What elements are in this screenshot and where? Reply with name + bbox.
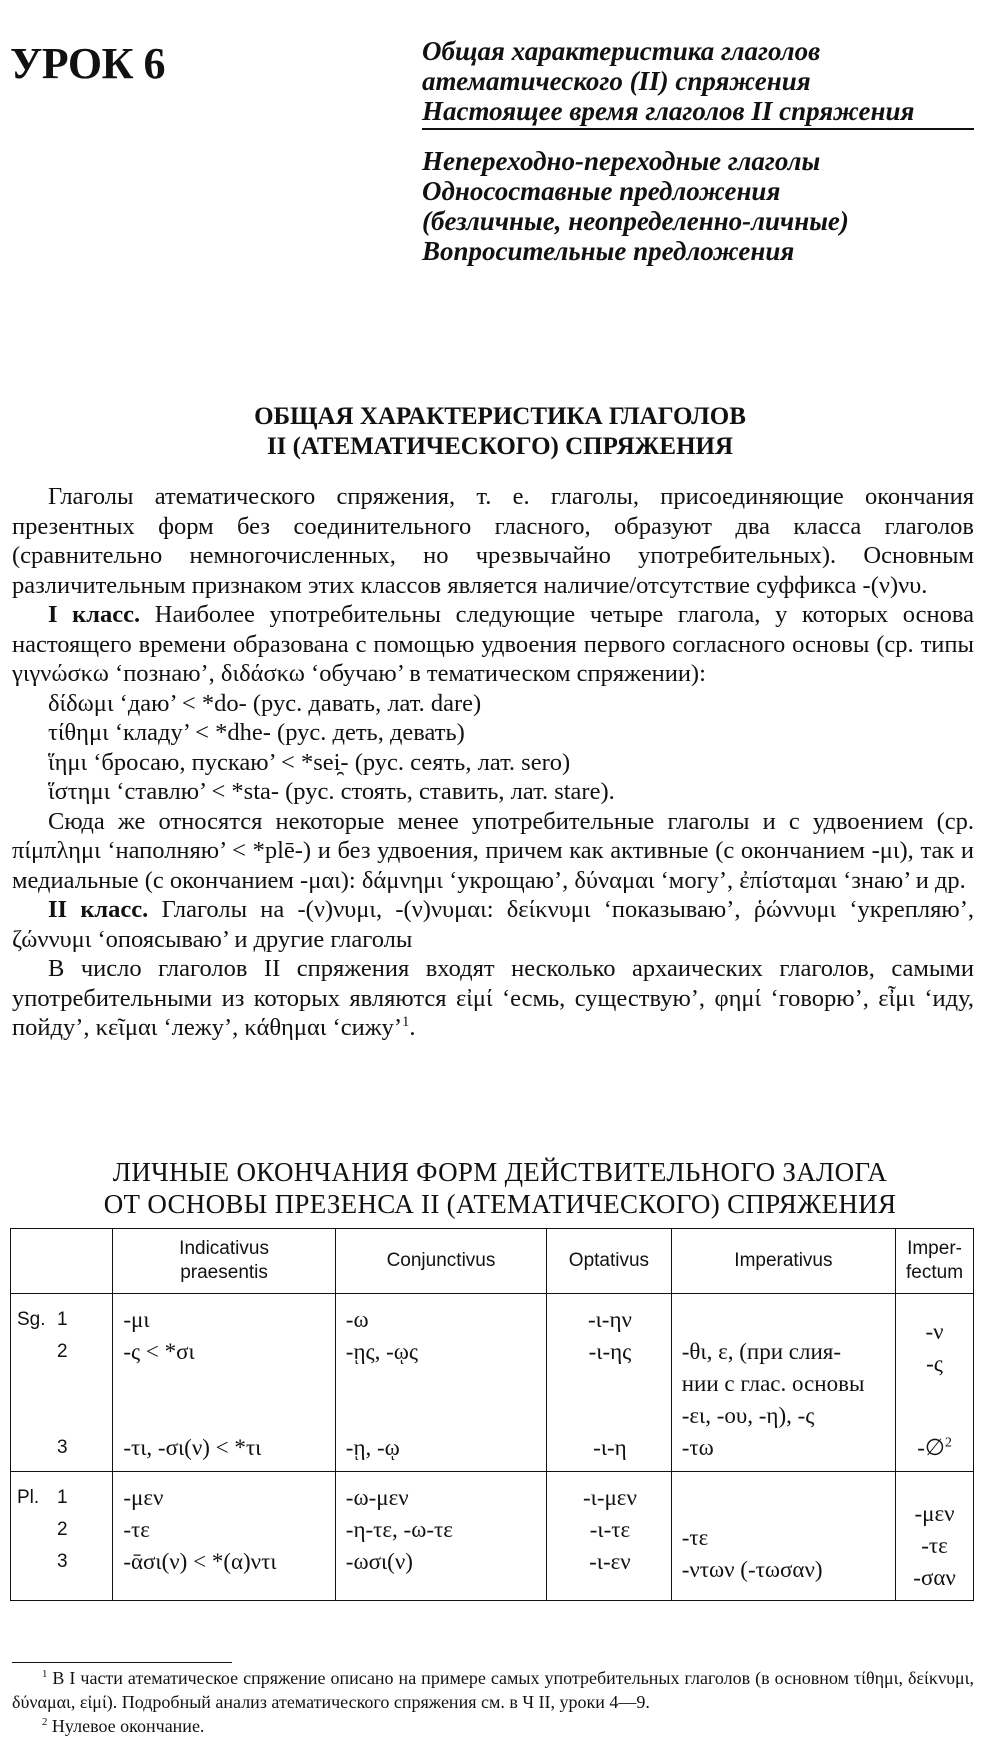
lesson-title: УРОК 6 [10, 39, 166, 88]
topic-line: Общая характеристика глаголов [422, 36, 821, 66]
ending: -ει, -ου, -η), -ς [681, 1403, 815, 1428]
header-label: fectum [906, 1262, 964, 1283]
ending: -ι-μεν [582, 1485, 637, 1510]
ending: -ῃ, -ῳ [345, 1435, 400, 1460]
person-number: 3 [57, 1551, 68, 1572]
ending: -ω [345, 1307, 369, 1332]
ending [900, 1432, 969, 1464]
imperativus-cell [671, 1472, 895, 1601]
topic-line: Вопросительные предложения [422, 236, 795, 266]
ending: -ν [925, 1319, 944, 1344]
section-body [12, 482, 974, 1043]
header-person [11, 1229, 113, 1294]
section-heading [0, 402, 1000, 462]
header-indicativus [113, 1229, 335, 1294]
person-number: 1 [57, 1487, 68, 1508]
ending: -τε [681, 1525, 709, 1550]
header-label: Indicativus [179, 1238, 269, 1259]
ending: -θι, ε, (при слия- [681, 1339, 842, 1364]
class1-label: I класс. [48, 601, 141, 628]
archaic-paragraph [12, 954, 974, 1043]
imperativus-cell [671, 1294, 895, 1472]
table-row-singular [11, 1294, 974, 1472]
imperfectum-cell [896, 1294, 974, 1472]
person-number: 1 [57, 1309, 68, 1330]
example-line: ἵστημι ‘ставлю’ < *sta- (рус. стоять, ставить, лат. stare). [48, 778, 615, 805]
footnote-1 [12, 1666, 974, 1714]
footnote-ref: 2 [944, 1434, 952, 1450]
number-label: Pl. [17, 1487, 40, 1508]
conjunctivus-cell [335, 1294, 546, 1472]
ending: -ῃς, -ῳς [345, 1339, 418, 1364]
example-line: ἵημι ‘бросаю, пускаю’ < *sei̯- (рус. сеять, лат. sero) [48, 748, 571, 776]
class2-label: II класс. [48, 896, 149, 923]
header-optativus: Optativus [547, 1229, 672, 1294]
footnote-mark: 1 [42, 1668, 48, 1680]
person-cell [11, 1472, 113, 1601]
example-line: τίθημι ‘кладу’ < *dhe- (рус. деть, девать) [48, 719, 465, 746]
person-number: 2 [57, 1341, 68, 1362]
header-label: praesentis [180, 1262, 268, 1283]
table-title [0, 1156, 1000, 1220]
ending: -ι-τε [589, 1517, 631, 1542]
ending: -μεν [914, 1501, 955, 1526]
ending: -τε [921, 1533, 948, 1558]
person-number: 2 [57, 1519, 68, 1540]
ending: -η-τε, -ω-τε [345, 1517, 453, 1542]
indicativus-cell [113, 1294, 335, 1472]
ending: -ι-εν [589, 1549, 631, 1574]
conjunctivus-cell [335, 1472, 546, 1601]
topic-line: Односоставные предложения [422, 176, 781, 206]
header-imperfectum [896, 1229, 974, 1294]
lesson-topics-main [422, 36, 974, 130]
archaic-text: В число глаголов II спряжения входят несколько архаических глаголов, самыми употребительными из которых являются εἰμί ‘есмь, существую’, φημί ‘говорю’, εἶμι ‘иду, пойду’, κεῖμαι ‘лежу’, κάθημαι ‘сижу’ [12, 955, 974, 1041]
ending: -ντων (-τωσαν) [681, 1557, 823, 1582]
header-label: Imper- [907, 1238, 962, 1259]
ending: -τι, -σι(ν) < *τι [123, 1435, 262, 1460]
ending: -ι-ης [588, 1339, 632, 1364]
ending: -μεν [123, 1485, 164, 1510]
optativus-cell [547, 1294, 672, 1472]
table-row-plural [11, 1472, 974, 1601]
header-conjunctivus: Conjunctivus [335, 1229, 546, 1294]
ending: нии с глас. основы [681, 1371, 865, 1396]
lesson-topics-secondary [422, 146, 974, 266]
table-header-row [11, 1229, 974, 1294]
ending: -μι [123, 1307, 150, 1332]
intro-paragraph: Глаголы атематического спряжения, т. е. глаголы, присоединяющие окончания презентных форм без соединительного гласного, образуют два класса глаголов (сравнительно немногочисленных, но чрезвычайно употребительных). Основным различительным признаком этих классов является наличие/отсутствие суффикса -(ν)νυ. [12, 483, 974, 599]
ending: -ι-ην [587, 1307, 632, 1332]
ending: -ᾱσι(ν) < *(α)ντι [123, 1549, 277, 1574]
ending: -ω-μεν [345, 1485, 409, 1510]
person-number: 3 [57, 1437, 68, 1458]
class1-more-paragraph: Сюда же относятся некоторые менее употребительные глаголы и с удвоением (ср. πίμπλημι ‘наполняю’ < *plē-) и без удвоения, причем как активные (с окончанием -μι), так и медиальные (с окончанием -μαι): δάμνημι ‘укрощаю’, δύναμαι ‘могу’, ἐπίσταμαι ‘знаю’ и др. [12, 807, 974, 894]
ending: -τω [681, 1435, 714, 1460]
archaic-end: . [409, 1014, 416, 1041]
class2-paragraph [12, 895, 974, 954]
ending: -τε [123, 1517, 150, 1542]
footnotes [12, 1666, 974, 1738]
zero-ending: -∅ [917, 1435, 945, 1460]
imperfectum-cell [896, 1472, 974, 1601]
footnote-2 [12, 1714, 974, 1738]
ending: -ι-η [593, 1435, 627, 1460]
topic-line: Непереходно-переходные глаголы [422, 146, 821, 176]
person-cell [11, 1294, 113, 1472]
optativus-cell [547, 1472, 672, 1601]
topic-line: (безличные, неопределенно-личные) [422, 206, 849, 236]
class1-text: Наиболее употребительны следующие четыре глагола, у которых основа настоящего времени образована с помощью удвоения первого согласного основы (ср. типы γιγνώσκω ‘познаю’, διδάσκω ‘обучаю’ в тематическом спряжении): [12, 601, 974, 687]
footnote-mark: 2 [42, 1716, 48, 1728]
indicativus-cell [113, 1472, 335, 1601]
endings-table [10, 1228, 974, 1601]
class1-paragraph [12, 600, 974, 689]
footnote-text: В I части атематическое спряжение описано на примере самых употребительных глаголов (в основном τίθημι, δείκνυμι, δύναμαι, εἰμί). Подробный анализ атематического спряжения см. в Ч II, уроки 4—9. [12, 1668, 974, 1712]
ending: -ς [926, 1351, 943, 1376]
table-title-line: ЛИЧНЫЕ ОКОНЧАНИЯ ФОРМ ДЕЙСТВИТЕЛЬНОГО ЗАЛОГА [112, 1157, 888, 1187]
ending: -ς < *σι [123, 1339, 195, 1364]
number-label: Sg. [17, 1309, 46, 1330]
class2-text: Глаголы на -(ν)νυμι, -(ν)νυμαι: δείκνυμι ‘показываю’, ῥώννυμι ‘укрепляю’, ζώννυμι ‘опоясываю’ и другие глаголы [12, 896, 974, 953]
ending: -σαν [913, 1565, 956, 1590]
example-line: δίδωμι ‘даю’ < *do- (рус. давать, лат. dare) [48, 689, 482, 717]
footnote-text: Нулевое окончание. [47, 1716, 205, 1736]
table-title-line: ОТ ОСНОВЫ ПРЕЗЕНСА II (АТЕМАТИЧЕСКОГО) СПРЯЖЕНИЯ [103, 1189, 897, 1219]
footnote-ref: 1 [402, 1013, 410, 1030]
topic-line: Настоящее время глаголов II спряжения [422, 96, 915, 126]
topic-line: атематического (II) спряжения [422, 66, 811, 96]
footnote-divider [12, 1662, 232, 1663]
section-heading-line: ОБЩАЯ ХАРАКТЕРИСТИКА ГЛАГОЛОВ [254, 403, 746, 430]
section-heading-line: II (АТЕМАТИЧЕСКОГО) СПРЯЖЕНИЯ [266, 433, 734, 460]
header-imperativus: Imperativus [671, 1229, 895, 1294]
ending: -ωσι(ν) [345, 1549, 413, 1574]
